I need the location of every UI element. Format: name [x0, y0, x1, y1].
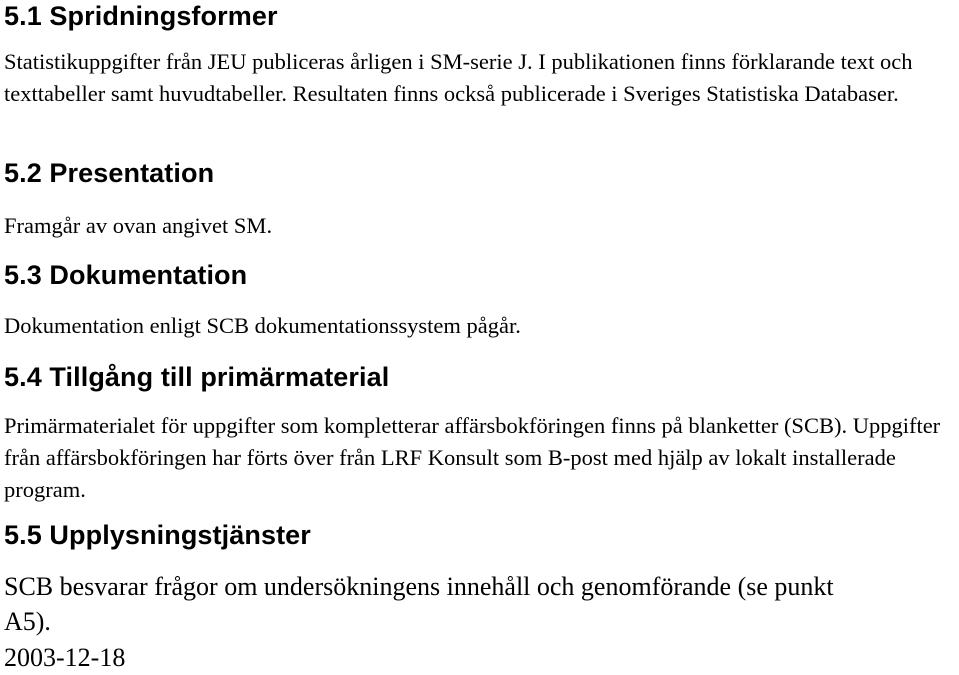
section-body-5-2: Framgår av ovan angivet SM. [4, 213, 273, 238]
section-heading-5-4: 5.4 Tillgång till primärmaterial [4, 362, 390, 392]
section-body-5-5: SCB besvarar frågor om undersökningens innehåll och genomförande (se punkt A5). [4, 572, 834, 636]
section-heading-5-1: 5.1 Spridningsformer [4, 1, 278, 31]
section-body-5-4: Primärmaterialet för uppgifter som kompletterar affärsbokföringen finns på blanketter (SCB). Uppgifter från affärsbokföringen har förts över från LRF Konsult som B-post med hjälp av lokalt installerade program. [4, 413, 941, 502]
section-heading-5-2: 5.2 Presentation [4, 158, 215, 188]
document-date: 2003-12-18 [4, 643, 126, 672]
section-heading-5-3: 5.3 Dokumentation [4, 260, 248, 290]
section-body-5-1: Statistikuppgifter från JEU publiceras årligen i SM-serie J. I publikationen finns förklarande text och texttabeller samt huvudtabeller. Resultaten finns också publicerade i Sveriges Statistiska Databaser. [4, 49, 913, 106]
section-heading-5-5: 5.5 Upplysningstjänster [4, 520, 311, 550]
section-body-5-3: Dokumentation enligt SCB dokumentationssystem pågår. [4, 313, 521, 338]
